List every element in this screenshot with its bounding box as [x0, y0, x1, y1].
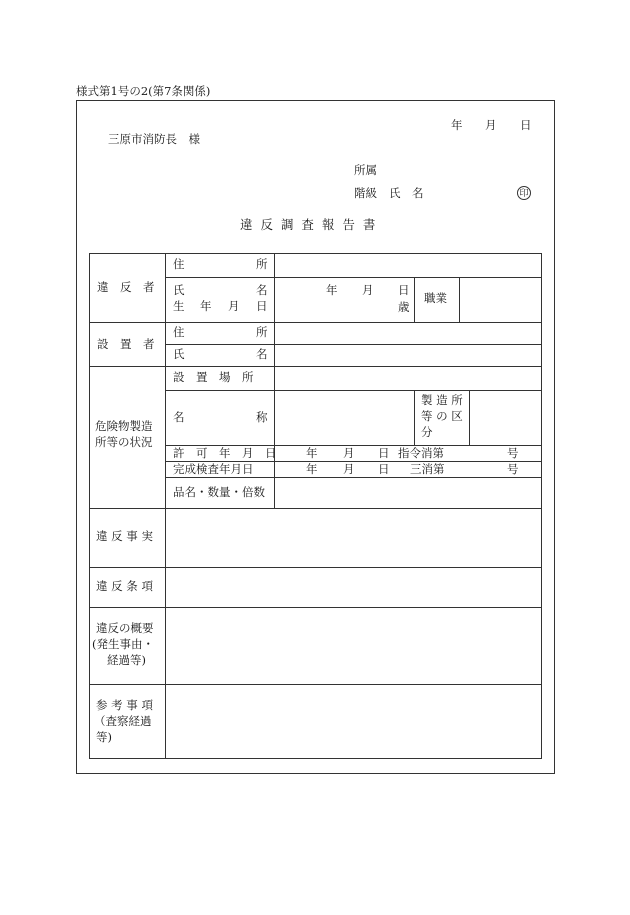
- birth-label-d: 日: [256, 299, 268, 313]
- violator-section-label: 違 反 者: [97, 280, 155, 294]
- reference-label-1: 参 考 事 項: [96, 698, 153, 712]
- installer-name-label-b: 名: [256, 347, 268, 361]
- classification-label-1: 製 造 所: [421, 393, 463, 407]
- birth-day: 日: [398, 283, 410, 297]
- inspection-number-label: 三消第: [410, 462, 445, 476]
- affiliation-label: 所属: [354, 163, 377, 177]
- permit-month: 月: [343, 446, 355, 460]
- installer-name-label-a: 氏: [173, 347, 185, 361]
- birth-month: 月: [362, 283, 374, 297]
- reference-label-2: （査察経過: [94, 714, 152, 728]
- location-label: 設 置 場 所: [173, 370, 254, 384]
- report-title: 違 反 調 査 報 告 書: [240, 217, 378, 232]
- form-number: 様式第1号の2(第7条関係): [76, 84, 211, 98]
- violation-facts-label: 違 反 事 実: [96, 529, 153, 543]
- permit-number-label: 指令消第: [398, 446, 444, 460]
- occupation-label: 職業: [424, 291, 447, 305]
- permit-date-label: 許 可 年 月 日: [173, 446, 277, 460]
- permit-number-suffix: 号: [507, 446, 519, 460]
- inspection-year: 年: [306, 462, 318, 476]
- violator-address-label-b: 所: [256, 257, 268, 271]
- birth-label-a: 生: [173, 299, 185, 313]
- installer-address-label-a: 住: [173, 325, 185, 339]
- reporter-name-label: 氏 名: [389, 186, 424, 200]
- permit-year: 年: [306, 446, 318, 460]
- date-month: 月: [485, 118, 497, 132]
- birth-label-b: 年: [200, 299, 212, 313]
- violation-articles-label: 違 反 条 項: [96, 579, 153, 593]
- summary-label-3: 経過等): [107, 653, 146, 667]
- classification-label-3: 分: [421, 425, 433, 439]
- summary-label-2: (発生事由・: [92, 637, 154, 651]
- permit-day: 日: [378, 446, 390, 460]
- violator-name-label-b: 名: [256, 283, 268, 297]
- rank-label: 階級: [354, 186, 377, 200]
- birth-year: 年: [326, 283, 338, 297]
- classification-label-2: 等 の 区: [421, 409, 463, 423]
- inspection-month: 月: [343, 462, 355, 476]
- date-day: 日: [520, 118, 532, 132]
- facility-name-label-a: 名: [173, 410, 185, 424]
- violator-address-label-a: 住: [173, 257, 185, 271]
- facility-section-label-1: 危険物製造: [95, 419, 153, 433]
- violator-name-label-a: 氏: [173, 283, 185, 297]
- inspection-date-label: 完成検査年月日: [173, 462, 254, 476]
- product-label: 品名・数量・倍数: [173, 485, 265, 499]
- inspection-day: 日: [378, 462, 390, 476]
- summary-label-1: 違反の概要: [96, 621, 154, 635]
- seal-mark: 印: [517, 186, 531, 200]
- installer-address-label-b: 所: [256, 325, 268, 339]
- inspection-number-suffix: 号: [507, 462, 519, 476]
- installer-section-label: 設 置 者: [97, 337, 155, 351]
- reference-label-3: 等): [96, 730, 112, 744]
- age-unit: 歳: [398, 300, 410, 314]
- facility-name-label-b: 称: [256, 410, 268, 424]
- facility-section-label-2: 所等の状況: [95, 435, 153, 449]
- date-year: 年: [451, 118, 463, 132]
- birth-label-c: 月: [228, 299, 240, 313]
- addressee: 三原市消防長 様: [108, 132, 200, 146]
